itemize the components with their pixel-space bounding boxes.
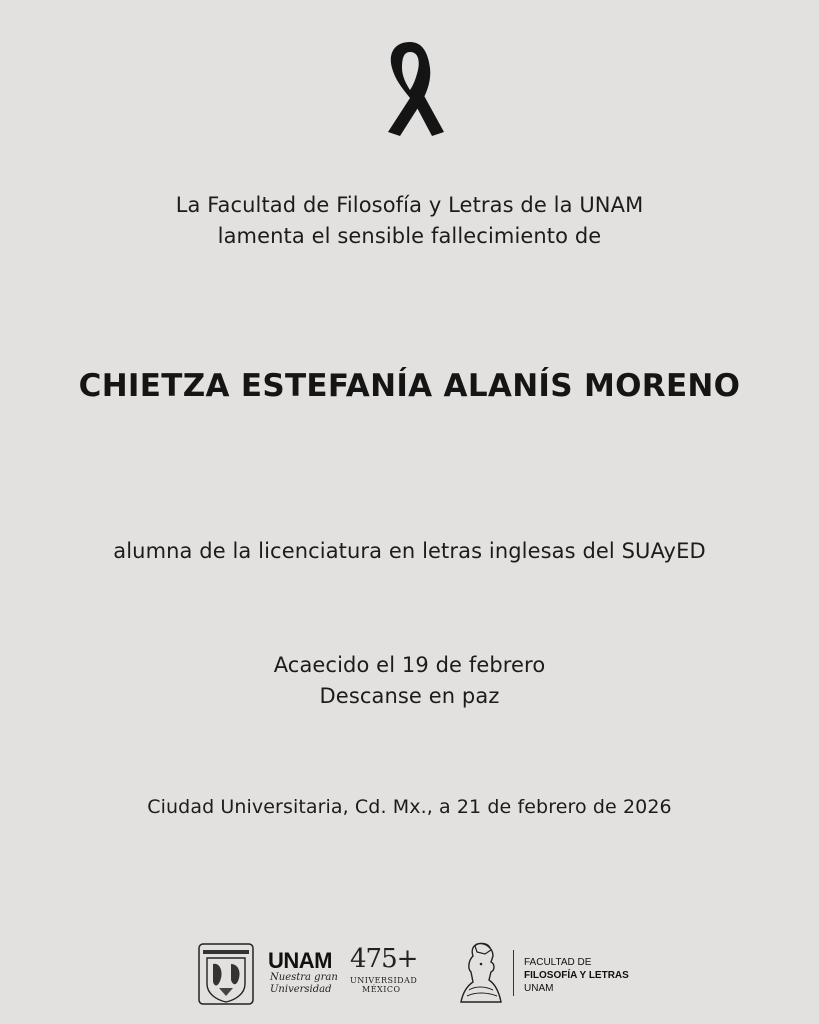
anniversary-text (350, 976, 432, 994)
athena-bust-icon (455, 940, 505, 1004)
unam-slogan-line-1: Nuestra gran (270, 972, 338, 983)
role-text: alumna de la licenciatura en letras inglesas del SUAyED (113, 539, 706, 563)
unam-shield-icon (197, 942, 255, 1006)
faculty-logo-text (524, 956, 629, 995)
anniversary-number: 475+ (350, 944, 418, 974)
faculty-line-3: UNAM (524, 983, 554, 994)
mourning-ribbon-icon (374, 36, 446, 140)
intro-text (0, 190, 819, 252)
deceased-name: CHIETZA ESTEFANÍA ALANÍS MORENO (78, 368, 741, 404)
intro-line-1: La Facultad de Filosofía y Letras de la UNAM (175, 193, 644, 217)
anniversary-logo (350, 944, 432, 1004)
logo-divider (513, 950, 514, 996)
anniversary-line-2: MÉXICO (362, 985, 401, 994)
unam-slogan (270, 972, 340, 996)
intro-line-2: lamenta el sensible fallecimiento de (217, 224, 602, 248)
unam-logo (268, 948, 340, 1002)
date-text (0, 650, 819, 712)
faculty-line-1: FACULTAD DE (524, 957, 592, 968)
footer-logos (0, 938, 819, 1008)
date-line-1: Acaecido el 19 de febrero (273, 653, 546, 677)
unam-wordmark: UNAM (268, 948, 332, 973)
faculty-line-2: FILOSOFÍA Y LETRAS (524, 970, 629, 981)
anniversary-line-1: UNIVERSIDAD (350, 976, 418, 985)
unam-slogan-line-2: Universidad (270, 984, 332, 995)
date-line-2: Descanse en paz (319, 684, 500, 708)
place-date: Ciudad Universitaria, Cd. Mx., a 21 de febrero de 2026 (147, 796, 672, 818)
